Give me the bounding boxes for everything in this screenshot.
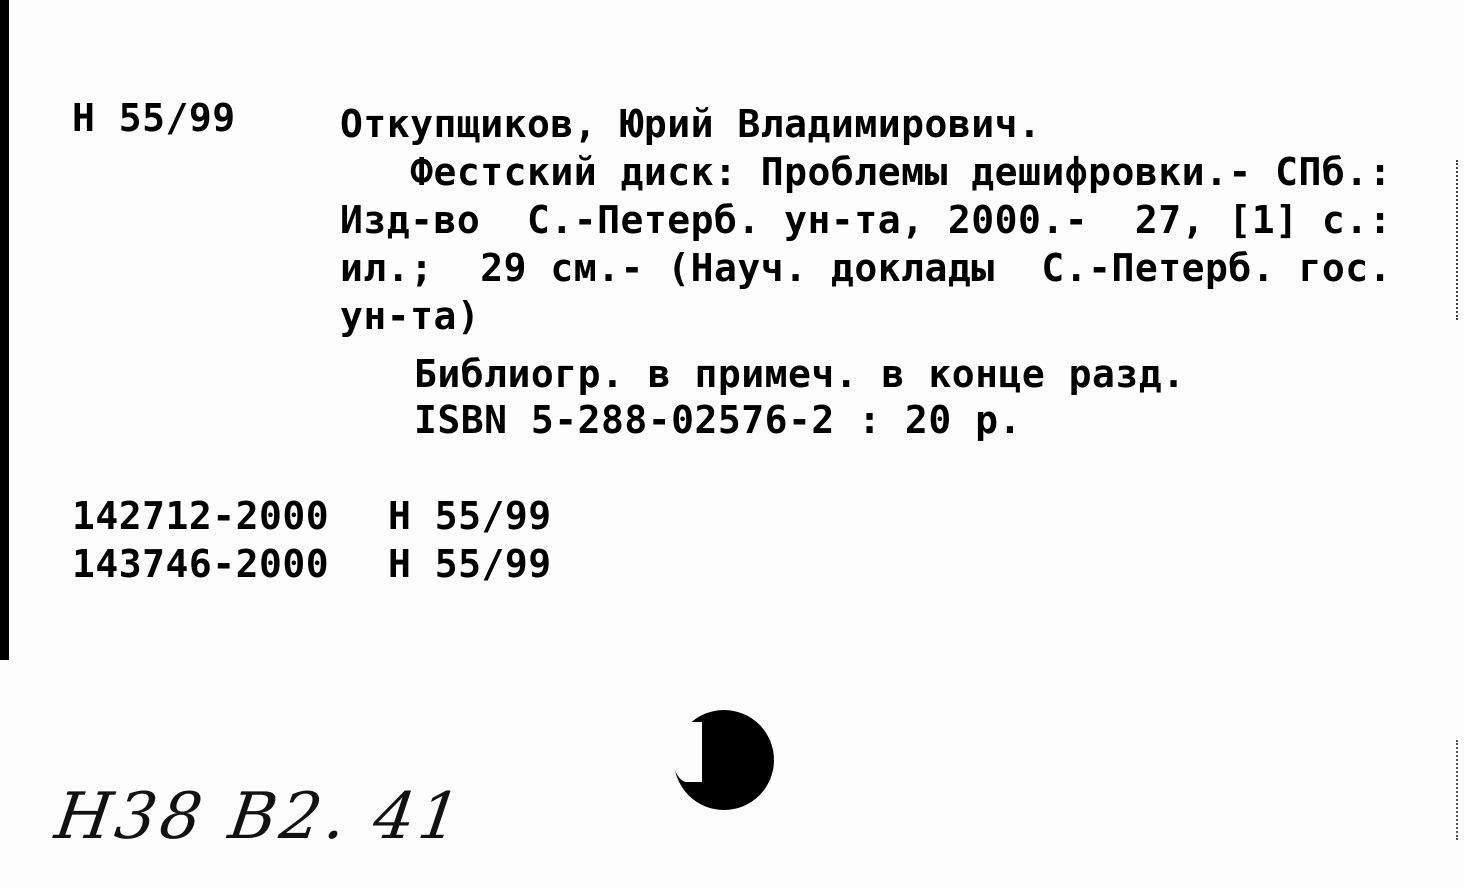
edge-marks	[1450, 160, 1458, 320]
holding-location: Н 55/99	[388, 494, 552, 538]
imprint-line: Изд-во С.-Петерб. ун-та, 2000.- 27, [1] с.:	[340, 198, 1393, 242]
edge-marks	[1452, 740, 1458, 840]
series-line: ил.; 29 см.- (Науч. доклады С.-Петерб. гос.	[340, 246, 1393, 290]
isbn-line: ISBN 5-288-02576-2 : 20 р.	[414, 398, 1022, 442]
holding-accession: 143746-2000	[72, 542, 330, 586]
series-line-end: ун-та)	[340, 294, 481, 338]
holding-location: Н 55/99	[388, 542, 552, 586]
handwritten-classification: Н38 В2. 41	[50, 780, 469, 854]
punch-hole-edge	[672, 722, 702, 782]
holding-accession: 142712-2000	[72, 494, 330, 538]
bibliography-note: Библиогр. в примеч. в конце разд.	[414, 352, 1186, 396]
author-heading: Откупщиков, Юрий Владимирович.	[340, 102, 1042, 146]
shelfmark: Н 55/99	[72, 96, 236, 140]
card-edge	[0, 0, 9, 660]
title-line: Фестский диск: Проблемы дешифровки.- СПб.:	[340, 150, 1393, 194]
